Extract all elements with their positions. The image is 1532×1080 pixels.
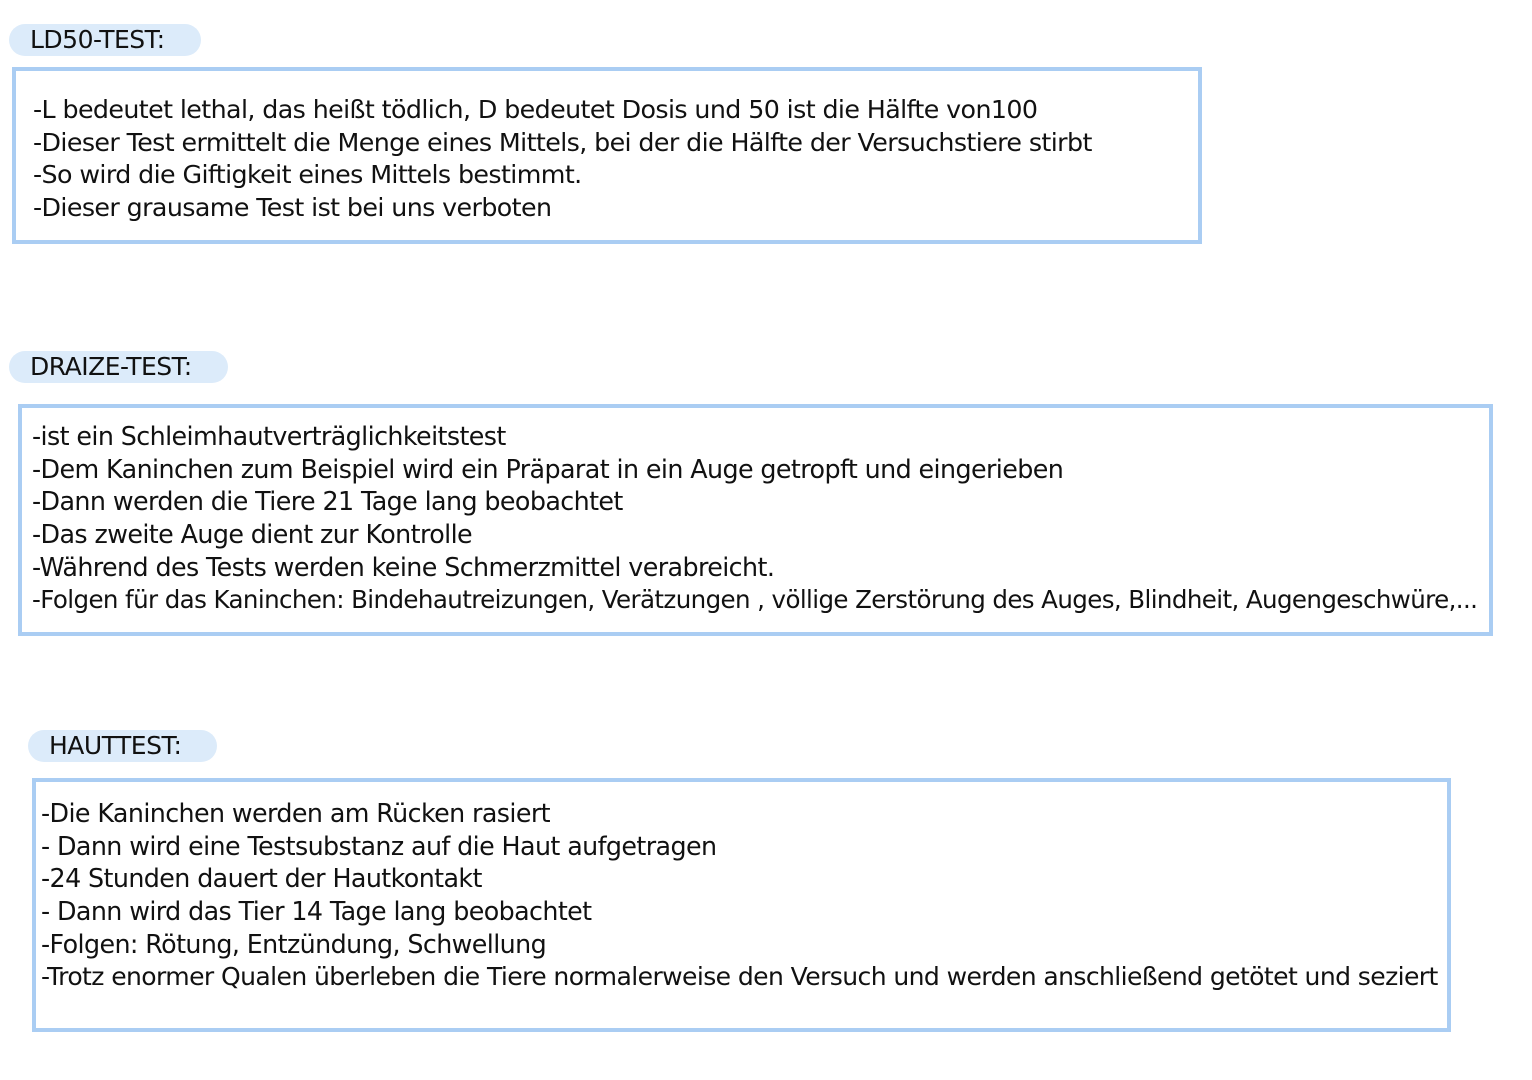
draize-line-4: -Das zweite Auge dient zur Kontrolle — [32, 519, 473, 550]
ld50-test-box — [12, 67, 1202, 244]
section-label-hauttest: HAUTTEST: — [28, 730, 217, 762]
haut-line-4: - Dann wird das Tier 14 Tage lang beobachtet — [41, 896, 592, 927]
ld50-line-4: -Dieser grausame Test ist bei uns verboten — [33, 192, 552, 223]
draize-line-6: -Folgen für das Kaninchen: Bindehautreizungen, Verätzungen , völlige Zerstörung des Auges, Blindheit, Augengeschwüre,... — [32, 584, 1478, 614]
haut-line-6: -Trotz enormer Qualen überleben die Tiere normalerweise den Versuch und werden anschließend getötet und seziert — [41, 961, 1438, 991]
ld50-line-2: -Dieser Test ermittelt die Menge eines Mittels, bei der die Hälfte der Versuchstiere stirbt — [33, 126, 1092, 157]
draize-line-3: -Dann werden die Tiere 21 Tage lang beobachtet — [32, 486, 623, 517]
hauttest-box — [32, 778, 1451, 1032]
draize-line-2: -Dem Kaninchen zum Beispiel wird ein Präparat in ein Auge getropft und eingerieben — [32, 453, 1064, 484]
haut-line-1: -Die Kaninchen werden am Rücken rasiert — [41, 798, 550, 828]
section-label-ld50-test: LD50-TEST: — [9, 24, 201, 56]
draize-line-5: -Während des Tests werden keine Schmerzmittel verabreicht. — [32, 551, 775, 582]
haut-line-2: - Dann wird eine Testsubstanz auf die Haut aufgetragen — [41, 830, 717, 861]
section-label-draize-test: DRAIZE-TEST: — [9, 351, 228, 383]
haut-line-5: -Folgen: Rötung, Entzündung, Schwellung — [41, 928, 547, 959]
draize-line-1: -ist ein Schleimhautverträglichkeitstest — [32, 421, 506, 451]
draize-test-box — [18, 404, 1493, 636]
ld50-line-1: -L bedeutet lethal, das heißt tödlich, D bedeutet Dosis und 50 ist die Hälfte von100 — [33, 94, 1038, 124]
haut-line-3: -24 Stunden dauert der Hautkontakt — [41, 863, 482, 894]
ld50-line-3: -So wird die Giftigkeit eines Mittels bestimmt. — [33, 159, 582, 190]
